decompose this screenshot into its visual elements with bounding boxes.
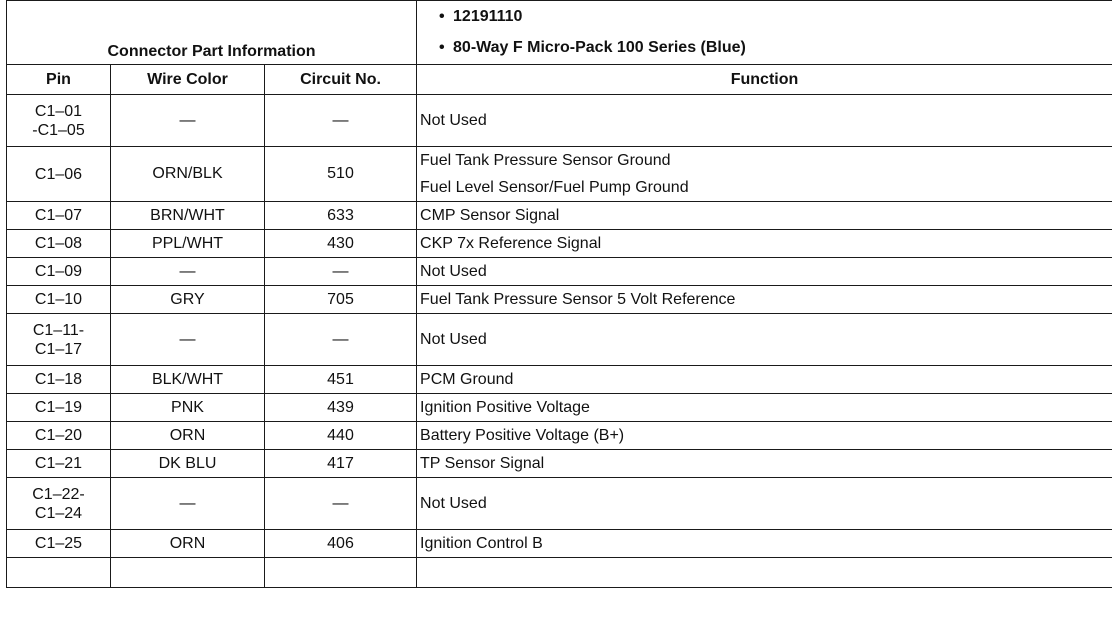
function-line: Fuel Tank Pressure Sensor 5 Volt Reference <box>420 291 736 308</box>
pin-cell <box>7 230 111 258</box>
wire-color-cell: ORN <box>111 530 265 558</box>
function-cell <box>417 394 1112 422</box>
function-line: TP Sensor Signal <box>420 455 545 472</box>
pin-line: C1–06 <box>34 165 83 183</box>
connector-description: • 80-Way F Micro-Pack 100 Series (Blue) <box>453 32 1112 63</box>
connector-info-row <box>7 1 1113 65</box>
function-line: PCM Ground <box>420 371 514 388</box>
function-line: Not Used <box>420 331 487 348</box>
circuit-cell: 451 <box>265 366 417 394</box>
column-header-wire-color: Wire Color <box>111 65 265 95</box>
table-row <box>7 422 1113 450</box>
function-cell <box>417 450 1112 478</box>
function-line: Ignition Positive Voltage <box>420 399 590 416</box>
table-row <box>7 478 1113 530</box>
function-cell <box>417 258 1112 286</box>
wire-color-cell: — <box>111 478 265 530</box>
circuit-cell: 705 <box>265 286 417 314</box>
connector-details-list <box>453 1 1112 63</box>
table-row <box>7 147 1113 202</box>
connector-part-info-label: Connector Part Information <box>7 1 417 65</box>
pin-line: C1–08 <box>34 235 83 252</box>
column-header-row <box>7 65 1113 95</box>
wire-color-cell: — <box>111 95 265 147</box>
table-row <box>7 558 1113 588</box>
pin-cell <box>7 558 111 588</box>
wire-color-cell: GRY <box>111 286 265 314</box>
circuit-cell: 439 <box>265 394 417 422</box>
connector-sheet <box>6 0 1112 620</box>
pin-cell <box>7 258 111 286</box>
pin-line: C1–19 <box>34 399 83 416</box>
circuit-cell: — <box>265 258 417 286</box>
connector-details <box>417 1 1112 65</box>
pin-cell <box>7 95 111 147</box>
table-row <box>7 202 1113 230</box>
pin-line: C1–11- <box>32 321 85 339</box>
circuit-cell: 633 <box>265 202 417 230</box>
pin-cell <box>7 286 111 314</box>
circuit-cell: — <box>265 95 417 147</box>
function-cell <box>417 558 1112 588</box>
wire-color-cell: BLK/WHT <box>111 366 265 394</box>
connector-table <box>6 0 1112 588</box>
circuit-cell: 510 <box>265 147 417 202</box>
function-line: Not Used <box>420 495 487 512</box>
function-cell <box>417 530 1112 558</box>
table-row <box>7 366 1113 394</box>
function-cell <box>417 422 1112 450</box>
wire-color-cell: PPL/WHT <box>111 230 265 258</box>
table-row <box>7 394 1113 422</box>
pin-line: C1–17 <box>34 340 83 358</box>
wire-color-cell: — <box>111 314 265 366</box>
function-line: CKP 7x Reference Signal <box>420 235 602 252</box>
function-cell <box>417 366 1112 394</box>
table-row <box>7 258 1113 286</box>
circuit-cell: — <box>265 478 417 530</box>
pin-line: C1–18 <box>34 371 83 388</box>
function-cell <box>417 230 1112 258</box>
function-line: Ignition Control B <box>420 535 543 552</box>
pin-cell <box>7 394 111 422</box>
circuit-cell: 406 <box>265 530 417 558</box>
pin-line: C1–24 <box>34 504 83 522</box>
table-row <box>7 450 1113 478</box>
table-row <box>7 530 1113 558</box>
wire-color-cell: — <box>111 258 265 286</box>
pin-line: C1–21 <box>34 455 83 472</box>
pin-line: C1–20 <box>34 427 83 444</box>
wire-color-cell: ORN <box>111 422 265 450</box>
function-line: Battery Positive Voltage (B+) <box>420 427 625 444</box>
pin-cell <box>7 450 111 478</box>
table-row <box>7 95 1113 147</box>
pin-cell <box>7 422 111 450</box>
column-header-circuit: Circuit No. <box>265 65 417 95</box>
wire-color-cell: DK BLU <box>111 450 265 478</box>
pin-cell <box>7 314 111 366</box>
function-cell <box>417 286 1112 314</box>
wire-color-cell: PNK <box>111 394 265 422</box>
function-line: Not Used <box>420 112 487 129</box>
function-cell <box>417 147 1112 202</box>
wire-color-cell: ORN/BLK <box>111 147 265 202</box>
pin-line: C1–09 <box>34 263 83 280</box>
pin-cell <box>7 147 111 202</box>
table-row <box>7 314 1113 366</box>
wire-color-cell <box>111 558 265 588</box>
table-row <box>7 230 1113 258</box>
pin-line: C1–10 <box>34 291 83 308</box>
pin-cell <box>7 202 111 230</box>
circuit-cell: 430 <box>265 230 417 258</box>
pin-line: C1–01 <box>34 102 83 120</box>
circuit-cell <box>265 558 417 588</box>
column-header-pin: Pin <box>7 65 111 95</box>
circuit-cell: 440 <box>265 422 417 450</box>
function-cell <box>417 95 1112 147</box>
table-row <box>7 286 1113 314</box>
function-line: Fuel Level Sensor/Fuel Pump Ground <box>420 179 689 196</box>
pin-line: C1–07 <box>34 207 83 224</box>
column-header-function: Function <box>417 65 1112 95</box>
wire-color-cell: BRN/WHT <box>111 202 265 230</box>
function-line: Not Used <box>420 263 487 280</box>
pin-cell <box>7 530 111 558</box>
part-number: • 12191110 <box>453 1 1112 32</box>
function-line: Fuel Tank Pressure Sensor Ground <box>420 152 671 169</box>
circuit-cell: 417 <box>265 450 417 478</box>
pin-line: C1–22- <box>32 485 85 503</box>
pin-line: C1–25 <box>34 535 83 552</box>
pin-cell <box>7 478 111 530</box>
pin-cell <box>7 366 111 394</box>
function-cell <box>417 314 1112 366</box>
function-line: CMP Sensor Signal <box>420 207 560 224</box>
circuit-cell: — <box>265 314 417 366</box>
function-cell <box>417 478 1112 530</box>
pin-line: -C1–05 <box>32 121 85 139</box>
function-cell <box>417 202 1112 230</box>
